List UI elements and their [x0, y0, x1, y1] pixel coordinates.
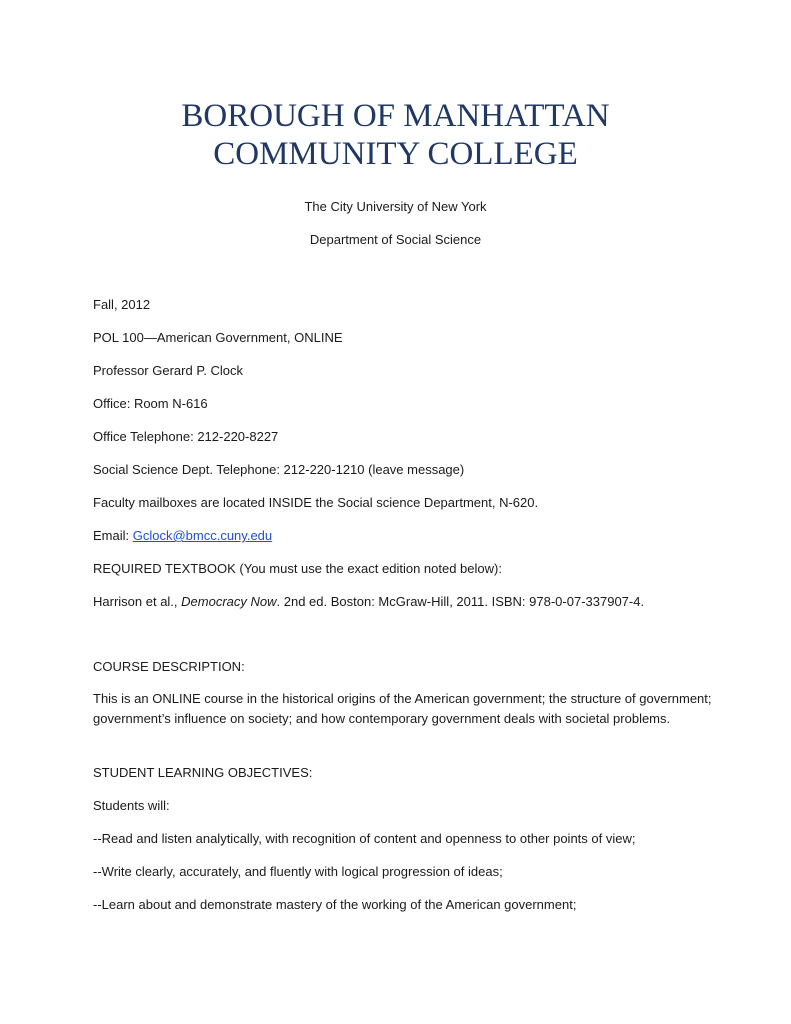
term: Fall, 2012 — [93, 297, 151, 312]
textbook-title: Democracy Now — [181, 594, 277, 609]
objective-item: --Learn about and demonstrate mastery of the working of the American government; — [93, 897, 577, 912]
textbook-author: Harrison et al., — [93, 594, 182, 609]
university-name: The City University of New York — [304, 199, 487, 214]
mailbox-location: Faculty mailboxes are located INSIDE the Social science Department, N-620. — [93, 495, 539, 510]
office-room: Office: Room N-616 — [93, 396, 208, 411]
course-description-heading: COURSE DESCRIPTION: — [93, 659, 245, 674]
department-name: Department of Social Science — [309, 232, 482, 247]
textbook-details: . 2nd ed. Boston: McGraw-Hill, 2011. ISBN: 978-0-07-337907-4. — [276, 594, 645, 609]
objectives-intro: Students will: — [93, 798, 170, 813]
department-telephone: Social Science Dept. Telephone: 212-220-1210 (leave message) — [93, 462, 465, 477]
office-telephone: Office Telephone: 212-220-8227 — [93, 429, 279, 444]
email-label: Email: — [93, 528, 133, 543]
objective-item: --Read and listen analytically, with recognition of content and openness to other points of view; — [93, 831, 636, 846]
college-title-line2: COMMUNITY COLLEGE — [213, 136, 578, 172]
college-title-line1: BOROUGH OF MANHATTAN — [181, 98, 610, 134]
objective-item: --Write clearly, accurately, and fluently with logical progression of ideas; — [93, 864, 503, 879]
course-title: POL 100—American Government, ONLINE — [93, 330, 343, 345]
email-link[interactable]: Gclock@bmcc.cuny.edu — [132, 528, 273, 543]
objectives-heading: STUDENT LEARNING OBJECTIVES: — [93, 765, 313, 780]
textbook-citation — [93, 594, 644, 610]
professor-name: Professor Gerard P. Clock — [93, 363, 244, 378]
email-line — [93, 528, 272, 544]
textbook-heading: REQUIRED TEXTBOOK (You must use the exact edition noted below): — [93, 561, 502, 576]
course-description-text: This is an ONLINE course in the historical origins of the American government; the structure of government; government’s influence on society; and how contemporary government deals with societal problems. — [93, 691, 712, 726]
